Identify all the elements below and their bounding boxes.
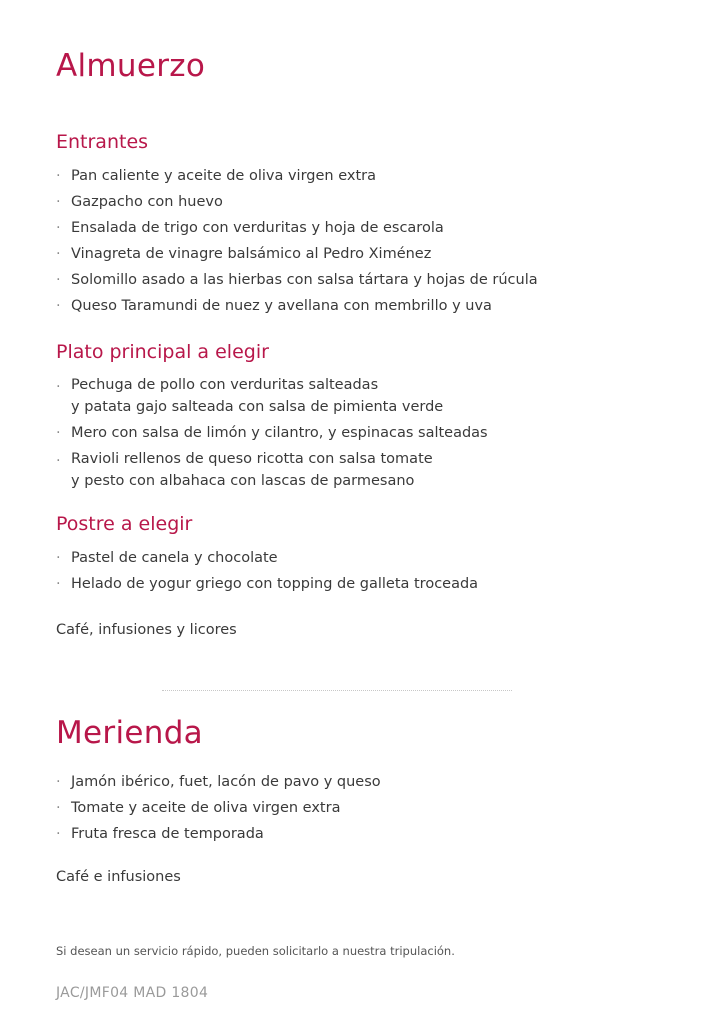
almuerzo-title: Almuerzo (56, 48, 206, 84)
list-item: · Ensalada de trigo con verduritas y hoja de escarola (56, 215, 538, 241)
list-item: · Pan caliente y aceite de oliva virgen extra (56, 163, 538, 189)
bullet-icon: · (56, 550, 61, 566)
list-item: · Tomate y aceite de oliva virgen extra (56, 795, 381, 821)
merienda-list (56, 769, 381, 847)
bullet-icon: · (56, 453, 61, 469)
bullet-icon: · (56, 220, 61, 236)
merienda-title: Merienda (56, 715, 203, 751)
bullet-icon: · (56, 826, 61, 842)
bullet-icon: · (56, 379, 61, 395)
merienda-drinks-note: Café e infusiones (56, 869, 181, 885)
bullet-icon: · (56, 272, 61, 288)
list-item: · Gazpacho con huevo (56, 189, 538, 215)
list-item: · Pechuga de pollo con verduritas salteadas y patata gajo salteada con salsa de pimienta verde (56, 372, 488, 420)
bullet-icon: · (56, 246, 61, 262)
service-note: Si desean un servicio rápido, pueden solicitarlo a nuestra tripulación. (56, 944, 455, 958)
principal-list (56, 372, 488, 494)
bullet-icon: · (56, 425, 61, 441)
list-item: · Jamón ibérico, fuet, lacón de pavo y queso (56, 769, 381, 795)
bullet-icon: · (56, 800, 61, 816)
almuerzo-drinks-note: Café, infusiones y licores (56, 622, 237, 638)
entrantes-heading: Entrantes (56, 131, 149, 153)
postre-heading: Postre a elegir (56, 513, 193, 535)
bullet-icon: · (56, 576, 61, 592)
bullet-icon: · (56, 774, 61, 790)
bullet-icon: · (56, 194, 61, 210)
list-item: · Ravioli rellenos de queso ricotta con salsa tomate y pesto con albahaca con lascas de parmesano (56, 446, 488, 494)
list-item: · Helado de yogur griego con topping de galleta troceada (56, 571, 478, 597)
list-item: · Queso Taramundi de nuez y avellana con membrillo y uva (56, 293, 538, 319)
list-item: · Vinagreta de vinagre balsámico al Pedro Ximénez (56, 241, 538, 267)
postre-list (56, 545, 478, 597)
list-item: · Pastel de canela y chocolate (56, 545, 478, 571)
bullet-icon: · (56, 298, 61, 314)
section-divider (162, 690, 512, 691)
list-item: · Solomillo asado a las hierbas con salsa tártara y hojas de rúcula (56, 267, 538, 293)
menu-code: JAC/JMF04 MAD 1804 (56, 985, 209, 1001)
bullet-icon: · (56, 168, 61, 184)
entrantes-list (56, 163, 538, 319)
list-item: · Mero con salsa de limón y cilantro, y espinacas salteadas (56, 420, 488, 446)
list-item: · Fruta fresca de temporada (56, 821, 381, 847)
principal-heading: Plato principal a elegir (56, 341, 269, 363)
